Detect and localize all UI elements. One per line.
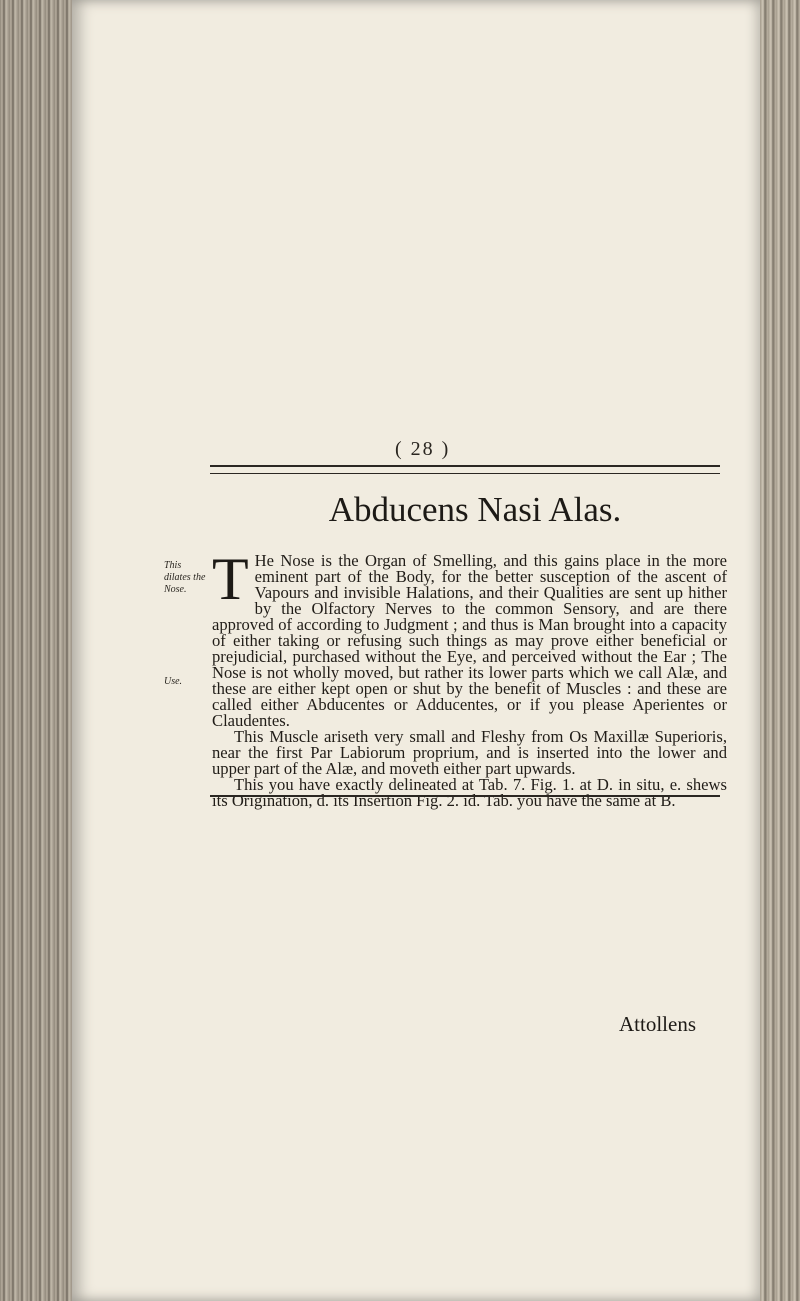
margin-note-dilates: This dilates the Nose. <box>164 560 206 595</box>
top-rule-thin <box>210 473 720 474</box>
paragraph-2: This Muscle ariseth very small and Fleshy from Os Maxillæ Superioris, near the first Par Labiorum proprium, and is inserted into the lower and upper part of the Alæ, and moveth either part upwards. <box>212 727 727 778</box>
page-number: ( 28 ) <box>395 438 451 460</box>
page-title: Abducens Nasi Alas. <box>328 490 622 529</box>
book-edge-right <box>760 0 800 1301</box>
book-edge-left <box>0 0 72 1301</box>
drop-cap: T <box>212 546 249 612</box>
bottom-rule <box>210 795 720 797</box>
body-text <box>212 546 727 810</box>
paragraph-1-text: He Nose is the Organ of Smelling, and this gains place in the more eminent part of the Body, for the better susception of the ascent of Vapours and invisible Halations, and their Qualities are sent up hither by the Olfactory Nerves to the common Sensory, and are there approved of according to Judgment ; and thus is Man brought into a capacity of either taking or refusing such things as may prove either beneficial or prejudicial, purchased without the Eye, and perceived without the Ear ; The Nose is not wholly moved, but rather its lower parts which we call Alæ, and these are either kept open or shut by the benefit of Muscles : and these are called either Abducentes or Adducentes, or if you please Aperientes or Claudentes. <box>212 551 727 730</box>
top-rule <box>210 465 720 467</box>
margin-note-use: Use. <box>164 676 183 687</box>
catchword: Attollens <box>619 1012 696 1036</box>
paragraph-1 <box>212 546 727 730</box>
paragraph-3: This you have exactly delineated at Tab. 7. Fig. 1. at D. in situ, e. shews its Origination, d. its Insertion Fig. 2. id. Tab. you have the same at B. <box>212 775 727 810</box>
